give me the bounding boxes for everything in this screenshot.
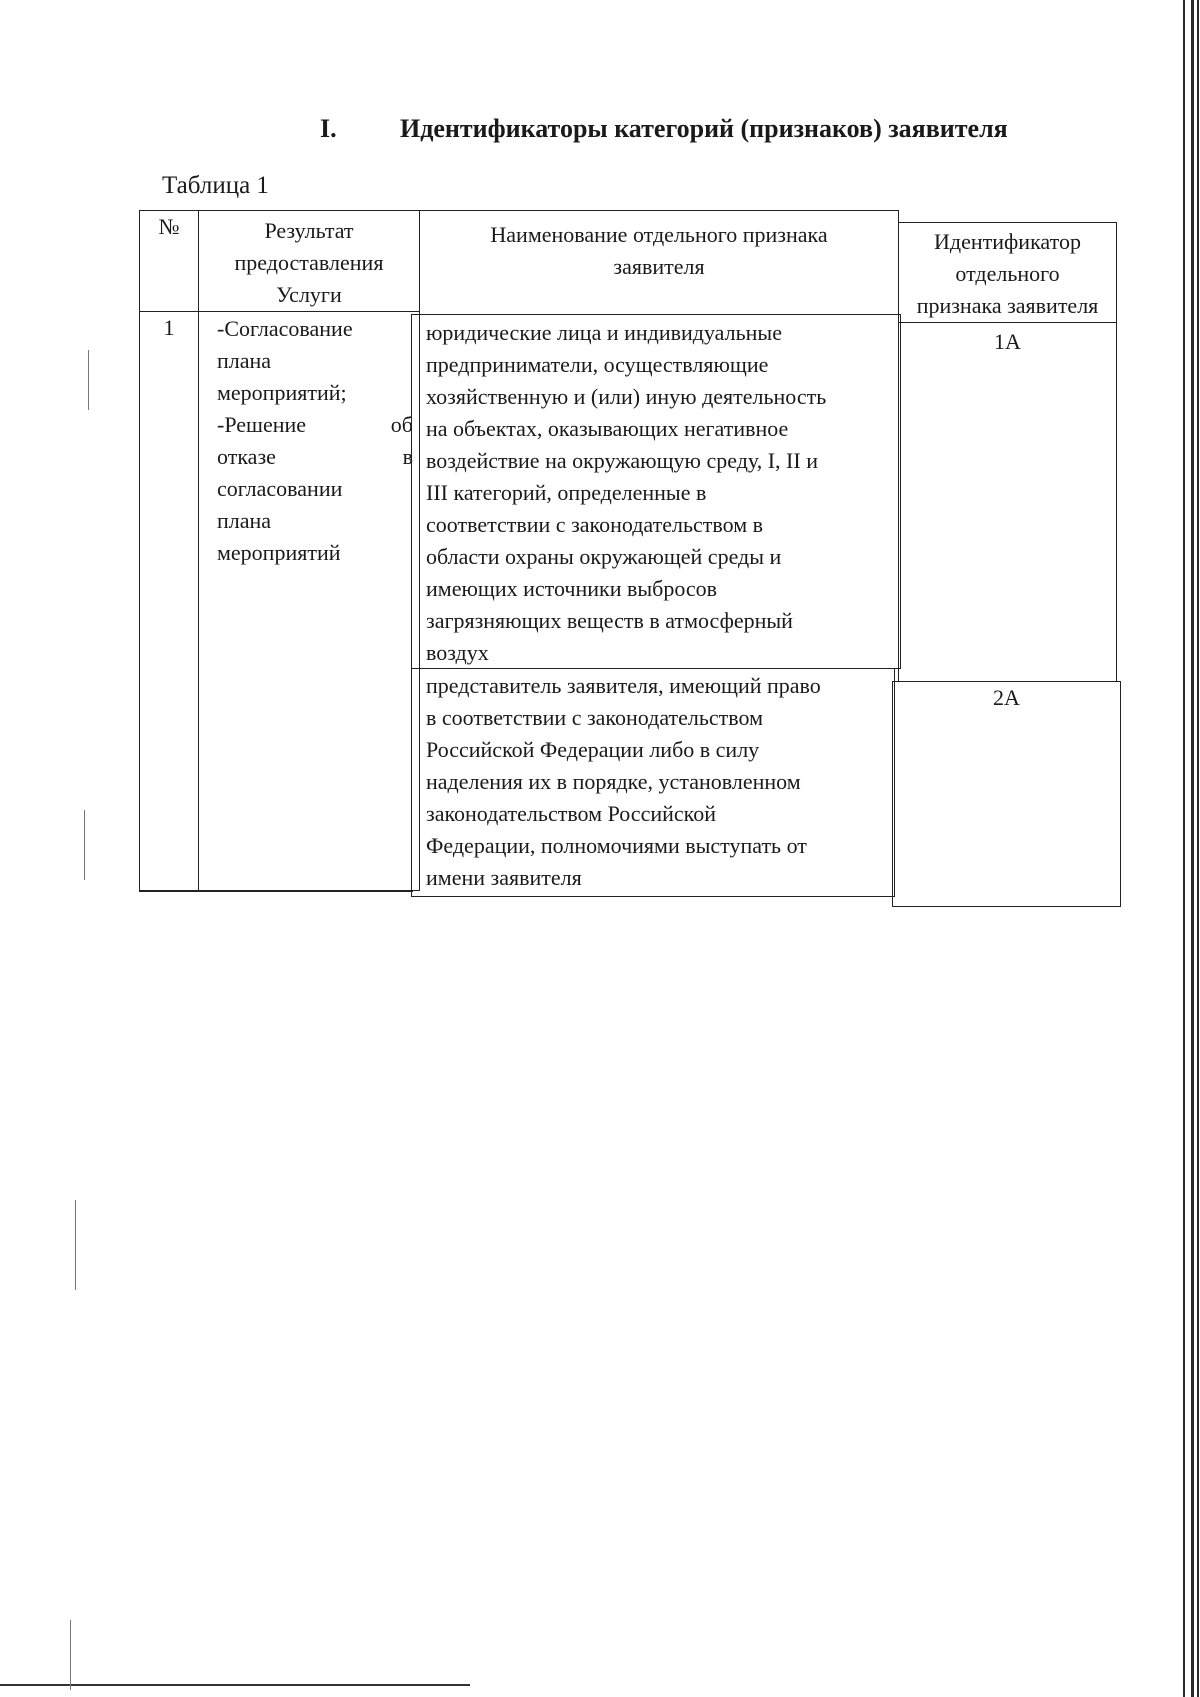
scan-speck [75,1200,76,1290]
table-bottom-border [139,890,413,892]
attribute-name-1: юридические лица и индивидуальные предприниматели, осуществляющие хозяйственную и (или) иную деятельность на объектах, оказывающих негативное воздействие на окружающую среду, I, II и III категорий, определенные в соответствии с законодательством в области охраны окружающей среды и имеющих источники выбросов загрязняющих веществ в атмосферный воздух [411,314,901,669]
attribute-name-2: представитель заявителя, имеющий право в соответствии с законодательством Российской Федерации либо в силу наделения их в порядке, установленном законодательством Российской Федерации, полномочиями выступать от имени заявителя [411,668,895,897]
scan-edge-line [1197,0,1199,1697]
section-title: Идентификаторы категорий (признаков) заявителя [400,114,1008,143]
header-result: Результат предоставления Услуги [198,210,420,312]
row-result: -Согласование плана мероприятий; -Решение об отказе в согласовании плана мероприятий [198,311,420,891]
scan-speck [70,1620,71,1690]
scan-edge-line [1183,0,1185,1697]
scan-edge-line [1191,0,1194,1697]
row-number: 1 [139,311,199,891]
table-caption: Таблица 1 [162,172,269,199]
scan-speck [84,810,85,880]
section-heading [320,114,1008,144]
header-no: № [139,210,199,312]
attribute-id-1: 1А [898,322,1117,682]
header-attribute-id: Идентификатор отдельного признака заявителя [898,222,1117,323]
section-number: I. [320,114,337,143]
attribute-id-2: 2А [892,681,1121,907]
header-attribute-name: Наименование отдельного признака заявителя [419,210,899,315]
scan-speck [88,350,89,410]
